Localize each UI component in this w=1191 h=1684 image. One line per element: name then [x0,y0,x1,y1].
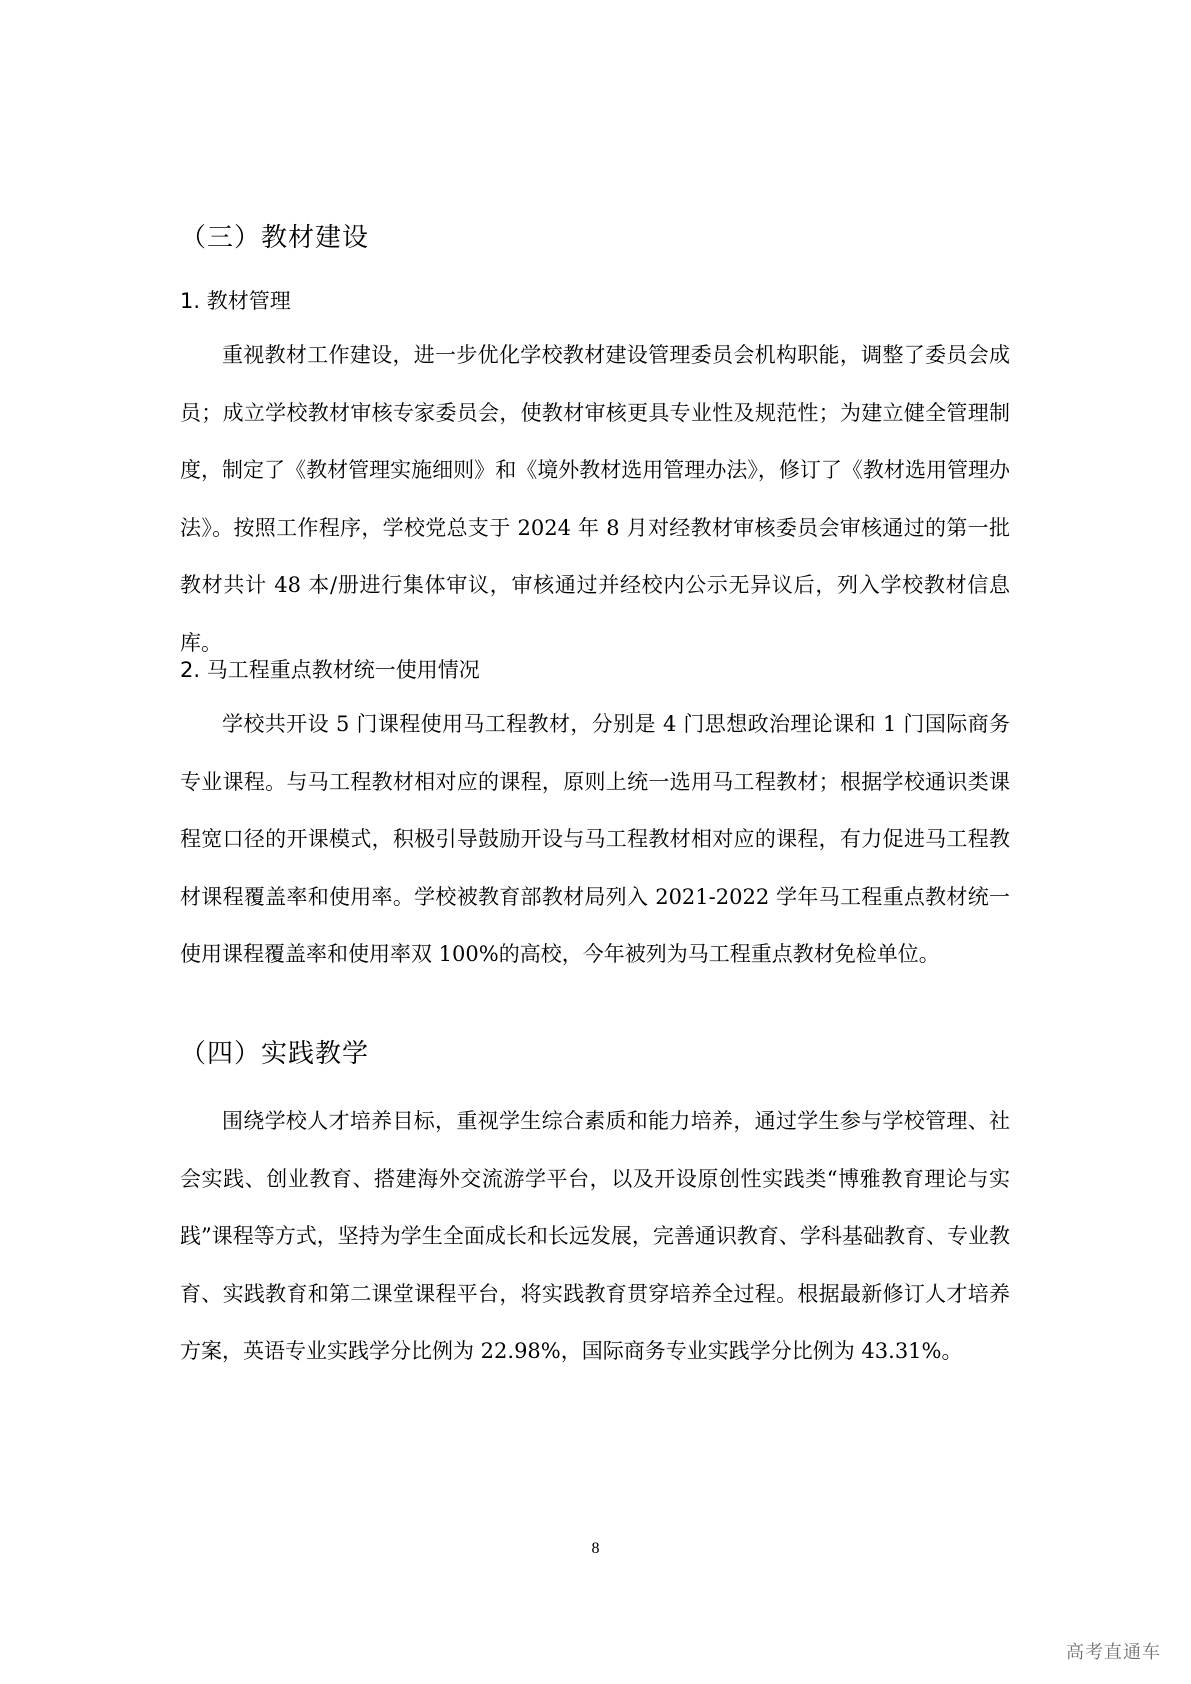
paragraph-textbook-management: 重视教材工作建设，进一步优化学校教材建设管理委员会机构职能，调整了委员会成员；成立学校教材审核专家委员会，使教材审核更具专业性及规范性；为建立健全管理制度，制定了《教材管理实施细则》和《境外教材选用管理办法》，修订了《教材选用管理办法》。按照工作程序，学校党总支于 2024 年 8 月对经教材审核委员会审核通过的第一批教材共计 48 本/册进行集体审议，审核通过并经校内公示无异议后，列入学校教材信息库。 [180,343,1010,655]
subheading-textbook-management: 1. 教材管理 [180,289,291,313]
paragraph-marxism-textbook-usage: 学校共开设 5 门课程使用马工程教材，分别是 4 门思想政治理论课和 1 门国际商务专业课程。与马工程教材相对应的课程，原则上统一选用马工程教材；根据学校通识类课程宽口径的开课模式，积极引导鼓励开设与马工程教材相对应的课程，有力促进马工程教材课程覆盖率和使用率。学校被教育部教材局列入 2021-2022 学年马工程重点教材统一使用课程覆盖率和使用率双 100%的高校，今年被列为马工程重点教材免检单位。 [180,712,1010,966]
page-number: 8 [591,1540,600,1557]
section-heading-textbook-construction: （三）教材建设 [180,223,370,253]
watermark-text: 高考直通车 [1066,1642,1161,1663]
section-heading-practical-teaching: （四）实践教学 [180,1039,370,1069]
paragraph-practical-teaching: 围绕学校人才培养目标，重视学生综合素质和能力培养，通过学生参与学校管理、社会实践、创业教育、搭建海外交流游学平台，以及开设原创性实践类“博雅教育理论与实践”课程等方式，坚持为学生全面成长和长远发展，完善通识教育、学科基础教育、专业教育、实践教育和第二课堂课程平台，将实践教育贯穿培养全过程。根据最新修订人才培养方案，英语专业实践学分比例为 22.98%，国际商务专业实践学分比例为 43.31%。 [180,1109,1010,1363]
subheading-marxism-textbook-usage: 2. 马工程重点教材统一使用情况 [180,658,480,682]
